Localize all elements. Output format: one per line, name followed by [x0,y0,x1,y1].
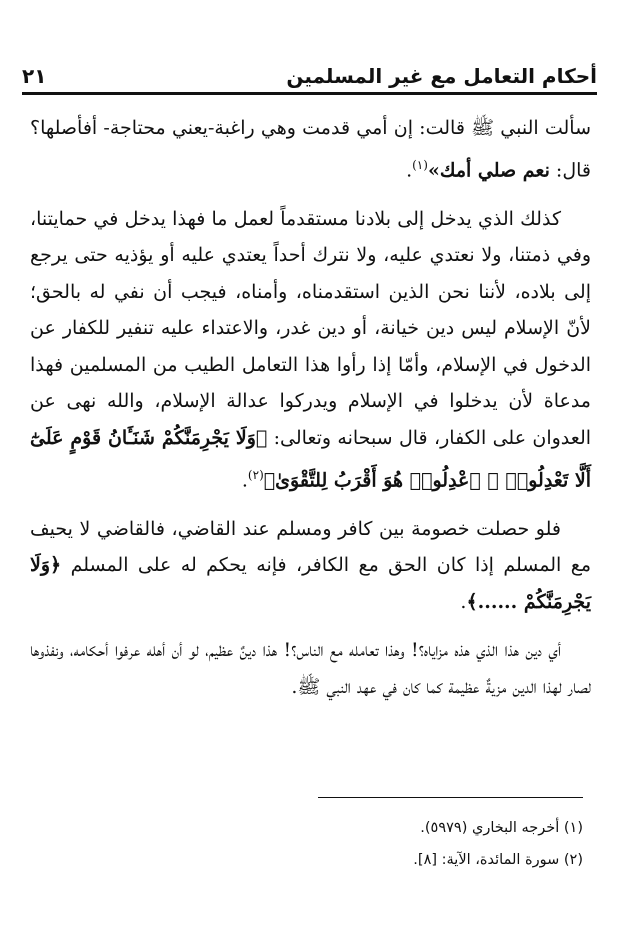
paragraph-text: أي دين هذا الذي هذه مزاياه؟! وهذا تعامله مع الناس؟! هذا دينٌ عظيم، لو أن أهله عرفوا أحكامه، ونفذوها لصار لهذا الدين مزيةٌ عظيمة كما كان في عهد النبي ﷺ. [30,639,591,698]
paragraph-2 [30,201,591,499]
paragraph-text: سألت النبي ﷺ قالت: إن أمي قدمت وهي راغبة-يعني محتاجة- أفأصلها؟ قال: [30,117,592,181]
quran-verse: ﴿وَلَا يَجْرِمَنَّكُمْ ......﴾ [30,554,591,613]
quran-verse: ﴿وَلَا يَجْرِمَنَّكُمْ شَنَـَٔانُ قَوْمٍ عَلَىٰٓ أَلَّا تَعْدِلُوا۟ ۚ ٱعْدِلُوا۟ هُوَ أَقْرَبُ لِلتَّقْوَىٰ﴾ [30,427,591,491]
paragraph-text: فلو حصلت خصومة بين كافر ومسلم عند القاضي، فالقاضي لا يحيف مع المسلم إذا كان الحق مع الكافر، فإنه يحكم له على المسلم [30,517,591,577]
footnote-rule [318,797,583,798]
header-rule [22,92,597,95]
hadith-quote: نعم صلي أمك [439,158,550,181]
running-header [22,56,597,88]
page-number: ٢١ [22,64,47,88]
quote-close: » [427,158,440,181]
paragraph-end: . [241,469,248,491]
body-text [30,110,591,718]
footnote-2: (٢) سورة المائدة، الآية: [٨]. [413,852,583,868]
footnote-1: (١) أخرجه البخاري (٥٩٧٩). [420,820,583,836]
paragraph-end: . [406,158,413,181]
paragraph-text: كذلك الذي يدخل إلى بلادنا مستقدماً لعمل ما فهذا يدخل في حمايتنا، وفي ذمتنا، ولا نعتدي عليه، ولا نترك أحداً يعتدي عليه أو يؤذيه حتى يرجع إلى بلاده، لأننا نحن الذين استقدمناه، وأمناه، فيجب أن نفي له بالحق؛ لأنّ الإسلام ليس دين خيانة، أو دين غدر، والاعتداء عليه تنفير للكفار عن الدخول في الإسلام، وأمّا إذا رأوا هذا التعامل الطيب من المسلمين فهذا مدعاة لأن يدخلوا في الإسلام ويدركوا عدالة الإسلام، والله نهى عن العدوان على الكفار، قال سبحانه وتعالى: [30,207,592,450]
footnote-ref-1: (١) [412,157,428,172]
paragraph-3 [30,511,591,621]
paragraph-4 [30,632,591,705]
paragraph-1 [30,110,591,189]
page-title: أحكام التعامل مع غير المسلمين [286,64,597,88]
paragraph-end: . [460,590,467,613]
footnote-ref-2: (٢) [247,467,264,482]
footnotes [60,812,583,876]
